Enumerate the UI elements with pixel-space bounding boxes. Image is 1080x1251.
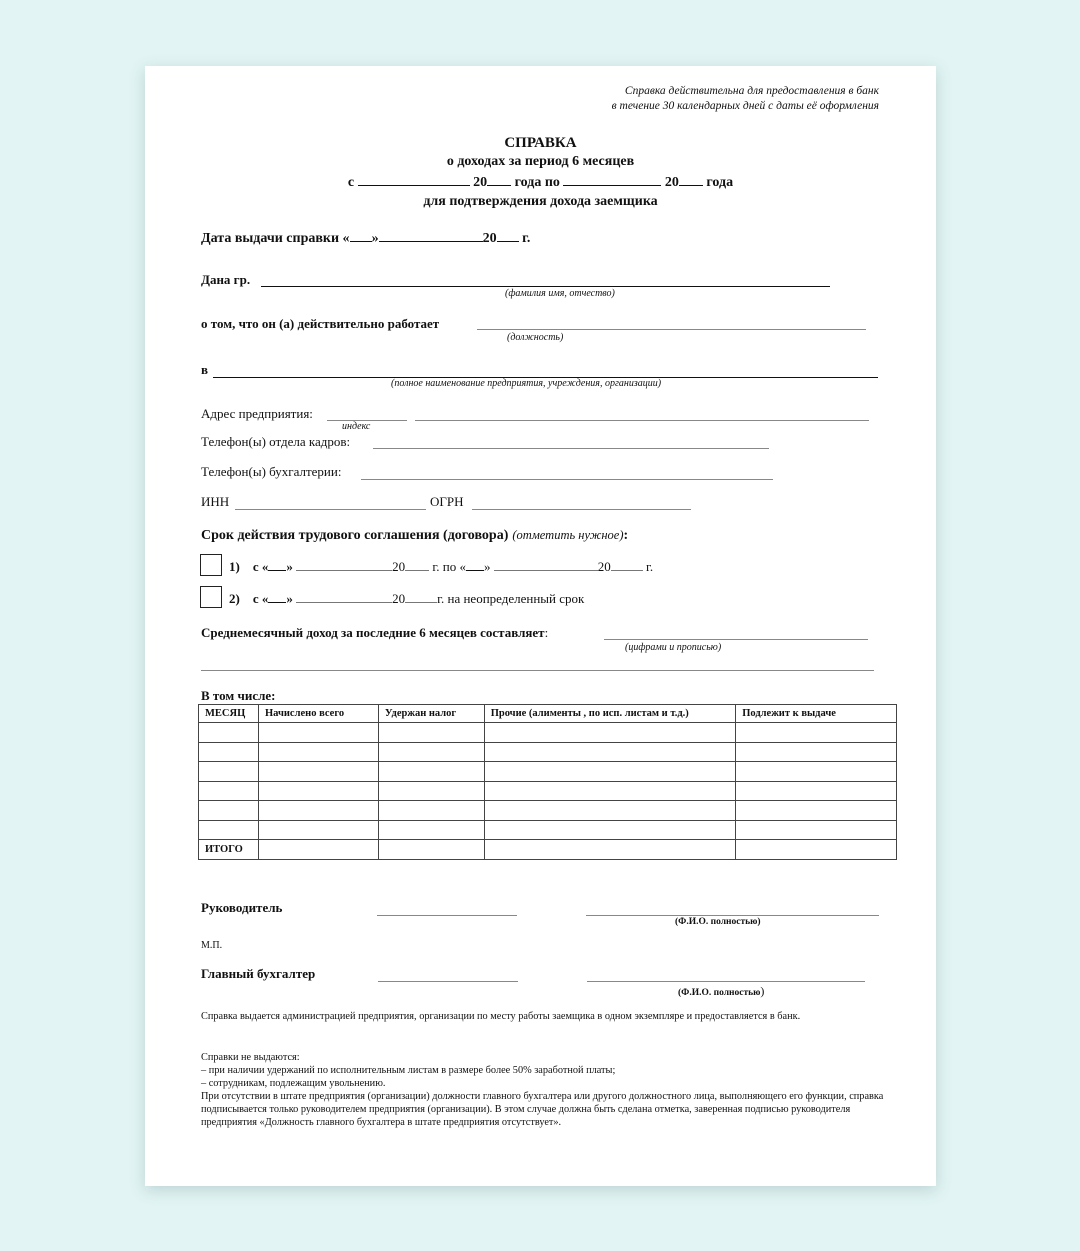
option2-year-field[interactable] bbox=[405, 590, 437, 603]
given-name-field[interactable] bbox=[261, 272, 830, 287]
org-label: в bbox=[201, 362, 209, 377]
footer-exclusions-title: Справки не выдаются: bbox=[201, 1052, 300, 1063]
accountant-fio-field[interactable] bbox=[587, 968, 865, 982]
option2-month-field[interactable] bbox=[296, 590, 392, 603]
option1-checkbox[interactable] bbox=[200, 554, 222, 576]
table-row[interactable] bbox=[199, 820, 897, 840]
table-row[interactable] bbox=[199, 742, 897, 762]
address-label: Адрес предприятия: bbox=[201, 406, 313, 421]
period-year1-label: 20 bbox=[473, 175, 488, 190]
inn-label: ИНН bbox=[201, 494, 230, 509]
option2-row bbox=[229, 590, 584, 607]
col-payable-header: Подлежит к выдаче bbox=[736, 705, 897, 723]
contract-term-colon: : bbox=[623, 528, 629, 543]
footer-exclusions bbox=[201, 1051, 891, 1129]
footer-exclusion-2: – сотрудникам, подлежащим увольнению. bbox=[201, 1078, 386, 1089]
option1-row bbox=[229, 558, 653, 575]
ogrn-field[interactable] bbox=[472, 496, 691, 510]
works-label: о том, что он (а) действительно работает bbox=[201, 316, 440, 331]
period-year2-label: 20 bbox=[664, 175, 679, 190]
title-sub: о доходах за период 6 месяцев bbox=[446, 153, 635, 169]
accountant-signature-field[interactable] bbox=[378, 968, 518, 982]
contract-term-row bbox=[201, 526, 628, 544]
validity-note-line2: в течение 30 календарных дней с даты её оформления bbox=[611, 100, 879, 112]
option2-year-label: 20 bbox=[392, 591, 406, 606]
issue-month-field[interactable] bbox=[379, 227, 483, 242]
option1-from: с « bbox=[252, 559, 269, 574]
position-hint: (должность) bbox=[507, 332, 564, 343]
income-table bbox=[198, 704, 897, 860]
avg-income-label: Среднемесячный доход за последние 6 месяцев составляет bbox=[201, 625, 545, 640]
given-hint: (фамилия имя, отчество) bbox=[505, 288, 615, 299]
option2-checkbox[interactable] bbox=[200, 586, 222, 608]
stamp-label: М.П. bbox=[201, 940, 223, 951]
title-purpose: для подтверждения дохода заемщика bbox=[423, 193, 658, 209]
accountant-label: Главный бухгалтер bbox=[201, 966, 316, 981]
org-name-field[interactable] bbox=[213, 363, 878, 378]
option2-number: 2) bbox=[229, 591, 240, 606]
issue-year-field[interactable] bbox=[497, 227, 519, 242]
head-fio-field[interactable] bbox=[586, 902, 879, 916]
period-end-field[interactable] bbox=[563, 171, 661, 186]
footer-paragraph-signature: При отсутствии в штате предприятия (организации) должности главного бухгалтера или другого должностного лица, выполняющего его функции, справка подписывается только руководителем предприятия (организации). В этом случае должна быть сделана отметка, заверенная подписью руководителя предприятия «Должность главного бухгалтера в штате предприятия отсутствует». bbox=[201, 1091, 884, 1128]
period-start-field[interactable] bbox=[358, 171, 470, 186]
given-label: Дана гр. bbox=[201, 272, 251, 287]
footer-exclusion-1: – при наличии удержаний по исполнительным листам в размере более 50% заработной платы; bbox=[201, 1065, 616, 1076]
option1-day-field[interactable] bbox=[268, 558, 286, 571]
hr-phone-label: Телефон(ы) отдела кадров: bbox=[201, 434, 351, 449]
option1-to-label: г. по « bbox=[432, 559, 466, 574]
avg-income-colon: : bbox=[544, 625, 549, 640]
hr-phone-field[interactable] bbox=[373, 435, 769, 449]
option1-year-label: 20 bbox=[392, 559, 406, 574]
table-row[interactable] bbox=[199, 723, 897, 743]
org-hint: (полное наименование предприятия, учреждения, организации) bbox=[391, 378, 662, 389]
total-label: ИТОГО bbox=[199, 840, 259, 860]
table-row[interactable] bbox=[199, 801, 897, 821]
validity-note bbox=[612, 84, 879, 114]
head-fio-hint: (Ф.И.О. полностью) bbox=[675, 917, 761, 927]
accountant-fio-text: (Ф.И.О. полностью bbox=[678, 988, 761, 998]
period-year2-field[interactable] bbox=[679, 171, 703, 186]
option1-quote: » bbox=[286, 559, 293, 574]
head-label: Руководитель bbox=[201, 900, 283, 915]
table-row[interactable] bbox=[199, 781, 897, 801]
position-field[interactable] bbox=[477, 315, 866, 330]
option1-number: 1) bbox=[229, 559, 240, 574]
contract-term-hint: (отметить нужное) bbox=[512, 528, 624, 542]
avg-income-row bbox=[201, 624, 548, 642]
table-row[interactable] bbox=[199, 762, 897, 782]
address-field[interactable] bbox=[415, 407, 869, 421]
head-signature-field[interactable] bbox=[377, 902, 517, 916]
title-period bbox=[145, 171, 936, 193]
footer-paragraph-issue: Справка выдается администрацией предприятия, организации по месту работы заемщика в одном экземпляре и предоставляется в банк. bbox=[201, 1011, 801, 1022]
postal-index-field[interactable] bbox=[327, 407, 407, 421]
document-title bbox=[145, 134, 936, 211]
issue-day-field[interactable] bbox=[350, 227, 372, 242]
period-mid-label: года по bbox=[514, 175, 560, 190]
period-from-label: с bbox=[347, 175, 355, 190]
col-other-header: Прочие (алименты , по исп. листам и т.д.) bbox=[484, 705, 736, 723]
option1-end-month-field[interactable] bbox=[494, 558, 598, 571]
option1-end-day-field[interactable] bbox=[466, 558, 484, 571]
table-caption: В том числе: bbox=[201, 688, 276, 703]
col-tax-header: Удержан налог bbox=[378, 705, 484, 723]
issue-date-row bbox=[201, 227, 530, 247]
accountant-fio-hint bbox=[678, 984, 764, 999]
table-total-row[interactable] bbox=[199, 840, 897, 860]
issue-date-label: Дата выдачи справки « bbox=[201, 231, 350, 246]
contract-term-label: Срок действия трудового соглашения (договора) bbox=[201, 528, 509, 543]
option2-indefinite-label: г. на неопределенный срок bbox=[437, 591, 585, 606]
col-accrued-header: Начислено всего bbox=[258, 705, 378, 723]
option2-quote: » bbox=[286, 591, 293, 606]
index-hint: индекс bbox=[342, 421, 371, 432]
inn-field[interactable] bbox=[235, 496, 426, 510]
option1-month-field[interactable] bbox=[296, 558, 392, 571]
accountant-fio-close: ) bbox=[760, 984, 765, 998]
ogrn-label: ОГРН bbox=[430, 494, 464, 509]
option1-year-suffix: г. bbox=[645, 559, 654, 574]
period-year1-field[interactable] bbox=[487, 171, 511, 186]
avg-income-words-field[interactable] bbox=[201, 658, 874, 671]
option1-quote2: » bbox=[483, 559, 491, 574]
option2-day-field[interactable] bbox=[268, 590, 286, 603]
avg-income-hint: (цифрами и прописью) bbox=[625, 642, 722, 653]
document-page bbox=[145, 66, 936, 1186]
accounting-phone-field[interactable] bbox=[361, 466, 773, 480]
col-month-header: МЕСЯЦ bbox=[199, 705, 259, 723]
issue-date-suffix: г. bbox=[522, 231, 531, 246]
issue-year-label: 20 bbox=[482, 231, 497, 246]
option2-from: с « bbox=[252, 591, 269, 606]
validity-note-line1: Справка действительна для предоставления в банк bbox=[624, 85, 879, 97]
title-main: СПРАВКА bbox=[504, 135, 577, 151]
issue-date-quote: » bbox=[371, 231, 379, 246]
option1-year-field[interactable] bbox=[405, 558, 429, 571]
accounting-phone-label: Телефон(ы) бухгалтерии: bbox=[201, 464, 342, 479]
table-header-row bbox=[199, 705, 897, 723]
option1-end-year-label: 20 bbox=[597, 559, 611, 574]
option1-end-year-field[interactable] bbox=[611, 558, 643, 571]
avg-income-field[interactable] bbox=[604, 626, 868, 640]
period-end-label: года bbox=[706, 175, 734, 190]
